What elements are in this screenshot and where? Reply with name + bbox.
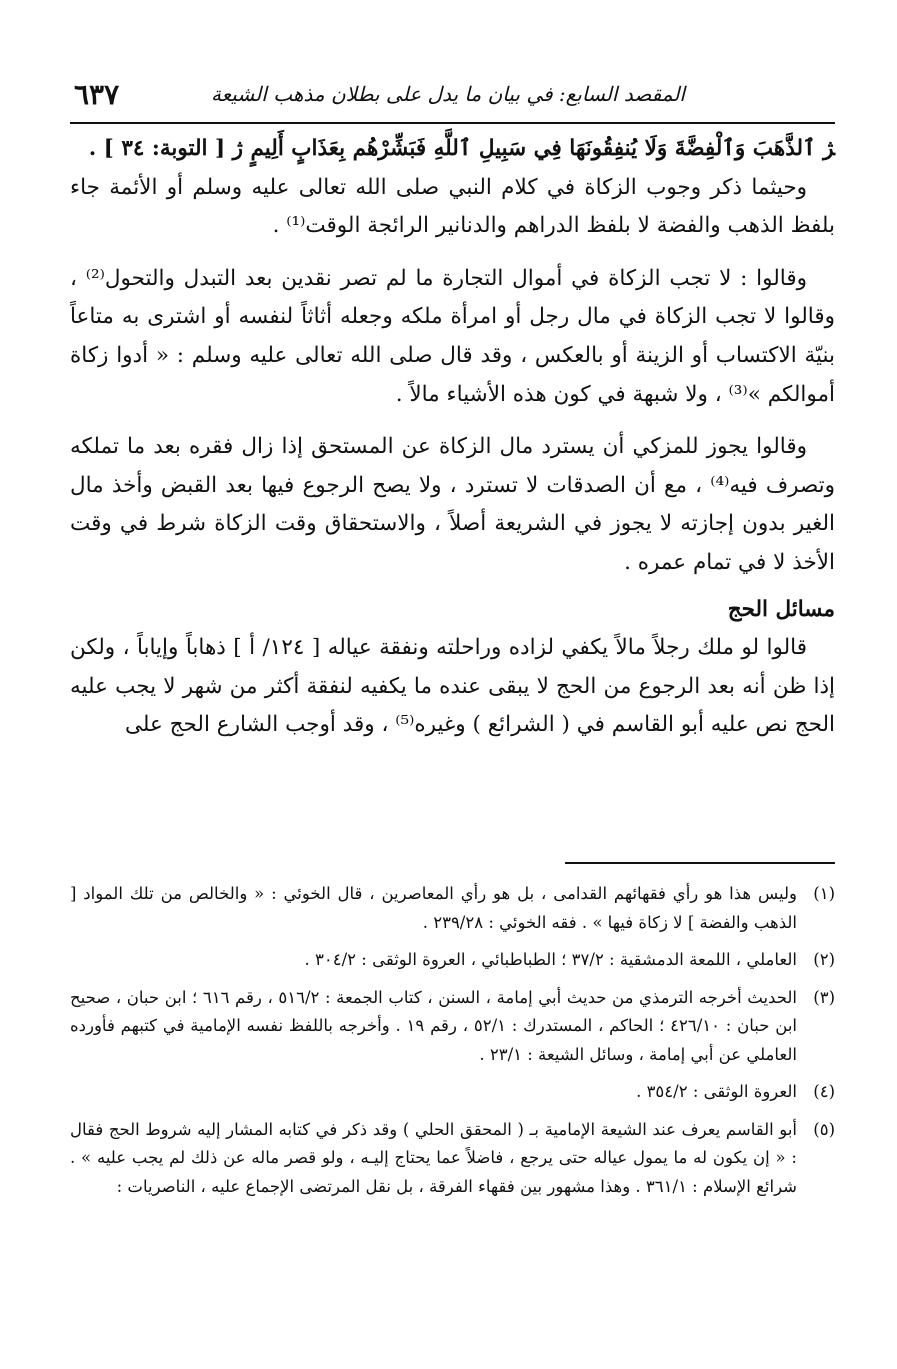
page-header [70,78,835,122]
footnote-number: (٥) [813,1119,835,1139]
section-heading: مسائل الحج [727,596,835,622]
header-rule [70,122,835,124]
book-page [70,0,835,1369]
footnote-text: وليس هذا هو رأي فقهائهم القدامى ، بل هو رأي المعاصرين ، قال الخوئي : « والخالص من تلك المواد [ الذهب والفضة ] لا زكاة فيها » . فقه الخوئي : ٢٣٩/٢٨ . [70,884,797,932]
footnote-2 [70,946,835,975]
paragraph-2: وقالوا : لا تجب الزكاة في أموال التجارة ما لم تصر نقدين بعد التبدل والتحول⁽²⁾ ، وقالوا لا تجب الزكاة في مال رجل أو امرأة ملكه وجعله أثاثاً لنفسه أو اشترى به متاعاً بنيّة الاكتساب أو الزينة أو بالعكس ، وقد قال صلى الله تعالى عليه وسلم : « أدوا زكاة أموالكم »⁽³⁾ ، ولا شبهة في كون هذه الأشياء مالاً . [70,265,835,407]
quran-verse: ﮋ ٱلذَّهَبَ وَٱلْفِضَّةَ وَلَا يُنفِقُونَهَا فِي سَبِيلِ ٱللَّهِ فَبَشِّرْهُم بِعَذَابٍ أَلِيمٍ ﮊ [ التوبة: ٣٤ ] . [88,136,835,161]
footnote-1 [70,880,835,937]
footnote-number: (١) [813,884,835,903]
footnote-text: أبو القاسم يعرف عند الشيعة الإمامية بـ ( المحقق الحلي ) وقد ذكر في كتابه المشار إليه شروط الحج فقال : « إن يكون له ما يمول عياله حتى يرجع ، فاضلاً عما يحتاج إليـه ، ولو قصر ماله عن ذلك لم يجب عليه » . شرائع الإسلام : ٣٦١/١ . وهذا مشهور بين فقهاء الفرقة ، بل نقل المرتضى الإجماع عليه ، الناصريات : [70,1119,797,1196]
paragraph-4: قالوا لو ملك رجلاً مالاً يكفي لزاده وراحلته ونفقة عياله [ ١٢٤/ أ ] ذهاباً وإياباً ، ولكن إذا ظن أنه بعد الرجوع من الحج لا يبقى عنده ما يكفيه لنفقة أكثر من شهر لا يجب عليه الحج نص عليه أبو القاسم في ( الشرائع ) وغيره⁽⁵⁾ ، وقد أوجب الشارع الحج على [70,635,835,738]
footnote-text: العاملي ، اللمعة الدمشقية : ٣٧/٢ ؛ الطباطبائي ، العروة الوثقى : ٣٠٤/٢ . [304,950,797,969]
footnote-number: (٤) [813,1082,835,1101]
footnote-5 [70,1116,835,1202]
footnote-text: الحديث أخرجه الترمذي من حديث أبي إمامة ، السنن ، كتاب الجمعة : ٥١٦/٢ ، رقم ٦١٦ ؛ ابن حبان ، صحيح ابن حبان : ٤٢٦/١٠ ؛ الحاكم ، المستدرك : ٥٢/١ ، رقم ١٩ . وأخرجه باللفظ نفسه الإمامية في كتبهم فأورده العاملي عن أبي إمامة ، وسائل الشيعة : ٢٣/١ . [70,987,797,1064]
footnote-number: (٣) [813,987,835,1007]
footnotes [70,880,835,1210]
paragraph-3: وقالوا يجوز للمزكي أن يسترد مال الزكاة عن المستحق إذا زال فقره بعد ما تملكه وتصرف فيه⁽⁴⁾ ، مع أن الصدقات لا تسترد ، ولا يصح الرجوع فيها بعد القبض وأخذ مال الغير بدون إجازته لا يجوز في الشريعة أصلاً ، والاستحقاق وقت الزكاة شرط في وقت الأخذ لا في تمام عمره . [70,434,835,575]
paragraph-1: وحيثما ذكر وجوب الزكاة في كلام النبي صلى الله تعالى عليه وسلم أو الأئمة جاء بلفظ الذهب والفضة لا بلفظ الدراهم والدنانير الرائجة الوقت⁽¹⁾ . [70,174,835,239]
footnote-number: (٢) [813,950,835,969]
running-title: المقصد السابع: في بيان ما يدل على بطلان مذهب الشيعة [210,82,685,106]
footnote-text: العروة الوثقى : ٣٥٤/٢ . [636,1082,797,1101]
main-text [70,130,835,745]
footnote-3 [70,984,835,1070]
footnote-4 [70,1078,835,1107]
page-number: ٦٣٧ [74,78,120,111]
footnote-rule [565,862,835,864]
